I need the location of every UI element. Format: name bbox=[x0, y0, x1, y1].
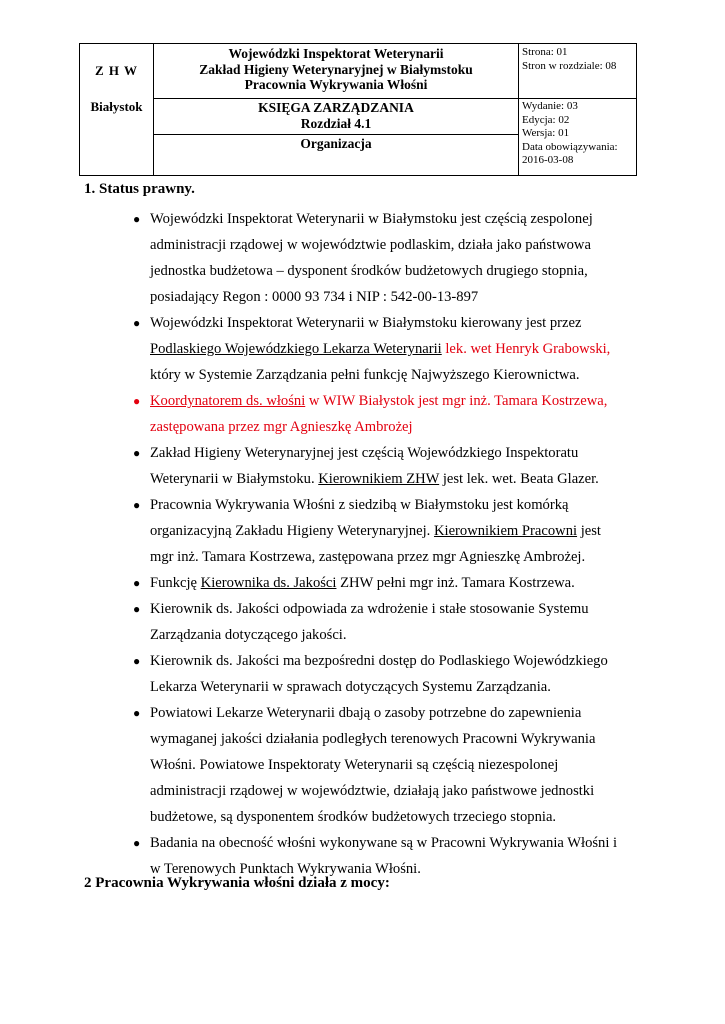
pages-in-chapter: Stron w rozdziale: 08 bbox=[522, 59, 617, 72]
bullet-text: w WIW Białystok jest mgr inż. Tamara Kostrzewa, zastępowana przez mgr Agnieszkę Ambrożej bbox=[150, 393, 608, 435]
list-item bbox=[0, 388, 620, 440]
bullet-icon: ● bbox=[133, 836, 141, 850]
list-item bbox=[0, 492, 620, 570]
chapter-title: Organizacja bbox=[154, 134, 518, 152]
list-item bbox=[0, 648, 620, 700]
bullet-icon: ● bbox=[133, 602, 141, 616]
bullet-icon: ● bbox=[133, 576, 141, 590]
status-bullet-list bbox=[0, 206, 725, 882]
bullet-icon: ● bbox=[133, 706, 141, 720]
section-1-heading: 1. Status prawny. bbox=[84, 181, 195, 197]
coordinator-link-text: Koordynatorem ds. włośni bbox=[150, 393, 306, 409]
issue-number: Wydanie: 03 bbox=[522, 100, 578, 112]
section-2-heading: 2 Pracownia Wykrywania włośni działa z mocy: bbox=[84, 875, 390, 891]
supervisor-link-text: Podlaskiego Wojewódzkiego Lekarza Weterynarii bbox=[150, 341, 442, 357]
bullet-text: jest mgr inż. Tamara Kostrzewa, zastępowana przez mgr Agnieszkę Ambrożej. bbox=[150, 523, 601, 565]
bullet-text: Badania na obecność włośni wykonywane są w Pracowni Wykrywania Włośni i w Terenowych Punktach Wykrywania Włośni. bbox=[150, 835, 618, 877]
page-info-cell bbox=[519, 44, 637, 99]
bullet-text: Powiatowi Lekarze Weterynarii dbają o zasoby potrzebne do zapewnienia wymaganej jakości działania podległych terenowych Pracowni Wykrywania Włośni. Powiatowe Inspektoraty Weterynarii są częścią niezespolonej administracji rządowej w województwie, działają jako państwowe jednostki budżetowe, są dysponentem środków budżetowych trzeciego stopnia. bbox=[150, 705, 596, 825]
institution-line-1: Wojewódzki Inspektorat Weterynarii bbox=[228, 46, 444, 61]
page-number: Strona: 01 bbox=[522, 46, 568, 58]
bullet-icon: ● bbox=[133, 394, 141, 408]
bullet-text: Pracownia Wykrywania Włośni z siedzibą w Białymstoku jest komórką organizacyjną Zakładu Higieny Weterynaryjnej. bbox=[150, 497, 569, 539]
bullet-text: Zakład Higieny Weterynaryjnej jest częścią Wojewódzkiego Inspektoratu Weterynarii w Białymstoku. bbox=[150, 445, 579, 487]
bullet-text: Kierownik ds. Jakości odpowiada za wdrożenie i stałe stosowanie Systemu Zarządzania dotyczącego jakości. bbox=[150, 601, 589, 643]
effective-label: Data obowiązywania: bbox=[522, 140, 618, 153]
bullet-text: ZHW pełni mgr inż. Tamara Kostrzewa. bbox=[336, 575, 575, 591]
chapter-number: Rozdział 4.1 bbox=[300, 115, 372, 131]
bullet-text: Wojewódzki Inspektorat Weterynarii w Białymstoku kierowany jest przez bbox=[150, 315, 582, 331]
institution-line-3: Pracownia Wykrywania Włośni bbox=[244, 77, 428, 92]
institution-title-cell bbox=[154, 44, 519, 99]
bullet-text: Funkcję bbox=[150, 575, 201, 591]
list-item bbox=[0, 206, 620, 310]
lab-head-link-text: Kierownikiem Pracowni bbox=[433, 523, 578, 539]
version-number: Wersja: 01 bbox=[522, 127, 570, 139]
bullet-text: Kierownik ds. Jakości ma bezpośredni dostęp do Podlaskiego Wojewódzkiego Lekarza Weterynarii w sprawach dotyczących Systemu Zarządzania. bbox=[150, 653, 608, 695]
document-header-table bbox=[79, 43, 637, 176]
bullet-text: Wojewódzki Inspektorat Weterynarii w Białymstoku jest częścią zespolonej administracji rządowej w województwie podlaskim, działa jako państwowa jednostka budżetowa – dysponent środków budżetowych drugiego stopnia, posiadający Regon : 0000 93 734 i NIP : 542-00-13-897 bbox=[150, 211, 593, 305]
chapter-title-cell bbox=[154, 99, 519, 176]
edition-number: Edycja: 02 bbox=[522, 113, 570, 126]
effective-date: 2016-03-08 bbox=[522, 154, 574, 166]
list-item bbox=[0, 570, 620, 596]
bullet-icon: ● bbox=[133, 212, 141, 226]
institution-line-2: Zakład Higieny Weterynaryjnej w Białymstoku bbox=[199, 61, 473, 77]
supervisor-name: lek. wet Henryk Grabowski, bbox=[441, 341, 611, 357]
org-abbr: Z H W bbox=[94, 63, 139, 78]
zhw-head-link-text: Kierownikiem ZHW bbox=[318, 471, 440, 487]
bullet-icon: ● bbox=[133, 498, 141, 512]
list-item bbox=[0, 596, 620, 648]
bullet-text: który w Systemie Zarządzania pełni funkcję Najwyższego Kierownictwa. bbox=[150, 367, 580, 383]
org-cell bbox=[80, 44, 154, 176]
bullet-icon: ● bbox=[133, 446, 141, 460]
bullet-text: jest lek. wet. Beata Glazer. bbox=[439, 471, 599, 487]
book-title: KSIĘGA ZARZĄDZANIA bbox=[258, 100, 414, 115]
bullet-icon: ● bbox=[133, 654, 141, 668]
list-item bbox=[0, 700, 620, 830]
list-item bbox=[0, 440, 620, 492]
quality-manager-link-text: Kierownika ds. Jakości bbox=[200, 575, 337, 591]
list-item bbox=[0, 310, 620, 388]
edition-info-cell bbox=[519, 99, 637, 176]
org-city: Białystok bbox=[90, 99, 143, 114]
bullet-icon: ● bbox=[133, 316, 141, 330]
